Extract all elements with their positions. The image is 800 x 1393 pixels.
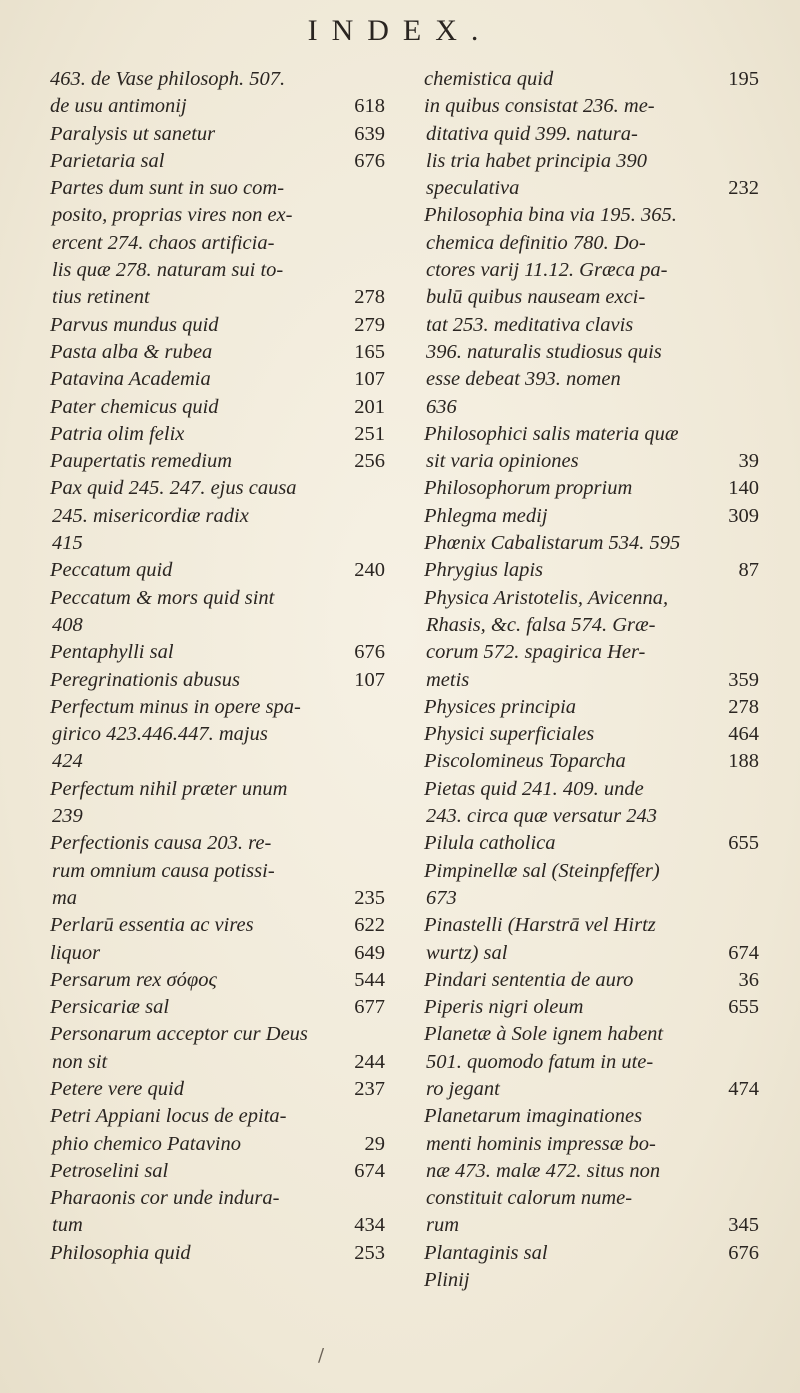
entry-text: Partes dum sunt in suo com- [50, 177, 285, 200]
entry-text: Piperis nigri oleum [424, 996, 584, 1019]
index-entry [424, 66, 759, 93]
entry-text: Peccatum & mors quid sint [50, 586, 275, 609]
page-header: INDEX. [307, 14, 493, 47]
entry-text: bulū quibus nauseam exci- [426, 286, 646, 309]
entry-text: Physici superficiales [424, 723, 595, 746]
index-entry [50, 366, 385, 393]
entry-text: 636 [426, 395, 457, 418]
index-entry [50, 776, 385, 831]
index-entry-line [424, 557, 759, 584]
index-entry-line [424, 1185, 759, 1212]
entry-text: Phœnix Cabalistarum 534. 595 [424, 532, 681, 555]
page-number: 140 [728, 477, 759, 500]
index-entry-line [424, 967, 759, 994]
index-entry [50, 830, 385, 912]
index-entry [50, 339, 385, 366]
entry-text: Pimpinellæ sal (Steinpfeffer) [424, 859, 660, 882]
index-entry-line [50, 503, 385, 530]
page-number: 309 [728, 504, 759, 527]
entry-text: Peccatum quid [50, 559, 173, 582]
index-entry [424, 858, 759, 913]
index-entry-line [424, 366, 759, 393]
entry-text: Plinij [424, 1269, 470, 1292]
index-entry-line [50, 366, 385, 393]
entry-text: lis quæ 278. naturam sui to- [52, 259, 284, 282]
entry-text: Petri Appiani locus de epita- [50, 1105, 287, 1128]
entry-text: de usu antimonij [50, 95, 187, 118]
entry-text: menti hominis impressæ bo- [426, 1132, 656, 1155]
entry-text: Paralysis ut sanetur [50, 122, 216, 145]
index-entry-line [424, 421, 759, 448]
index-entry-line [50, 66, 385, 93]
entry-text: Petere vere quid [50, 1077, 184, 1100]
index-entry-line [424, 639, 759, 666]
index-entry-line [50, 639, 385, 666]
entry-text: Plantaginis sal [424, 1241, 548, 1264]
index-entry-line [424, 940, 759, 967]
entry-text: posito, proprias vires non ex- [52, 204, 293, 227]
entry-text: constituit calorum nume- [426, 1187, 633, 1210]
entry-text: 501. quomodo fatum in ute- [426, 1050, 654, 1073]
page-number: 165 [354, 340, 385, 363]
index-entry [50, 557, 385, 584]
page-number: 655 [728, 832, 759, 855]
index-entry-line [424, 776, 759, 803]
index-entry-line [424, 503, 759, 530]
page-number: 188 [728, 750, 759, 773]
page-number: 195 [728, 68, 759, 90]
index-entry [50, 148, 385, 175]
index-entry [50, 667, 385, 694]
index-entry-line [424, 121, 759, 148]
index-entry-line [50, 803, 385, 830]
entry-text: tum [52, 1214, 83, 1237]
index-entry-line [424, 994, 759, 1021]
entry-text: Pilula catholica [424, 832, 556, 855]
index-entry [50, 1240, 385, 1267]
index-entry-line [424, 1021, 759, 1048]
index-entry [424, 830, 759, 857]
index-entry-line [424, 1076, 759, 1103]
index-entry [424, 530, 759, 557]
entry-text: Rhasis, &c. falsa 574. Græ- [426, 613, 656, 636]
index-entry-line [50, 1049, 385, 1076]
index-entry [50, 1076, 385, 1103]
entry-text: Philosophorum proprium [424, 477, 633, 500]
index-entry-line [424, 394, 759, 421]
index-entry [50, 121, 385, 148]
entry-text: ro jegant [426, 1077, 500, 1100]
index-entry [50, 912, 385, 939]
index-entry [50, 1103, 385, 1158]
index-entry [424, 585, 759, 694]
index-entry-line [424, 448, 759, 475]
index-entry [424, 503, 759, 530]
entry-text: non sit [52, 1050, 108, 1073]
index-entry-line [424, 339, 759, 366]
index-entry-line [50, 940, 385, 967]
page-number: 244 [354, 1050, 385, 1073]
index-entry-line [50, 585, 385, 612]
index-entry [424, 748, 759, 775]
page-number: 256 [354, 450, 385, 473]
entry-text: Parietaria sal [50, 149, 165, 172]
index-entry-line [424, 858, 759, 885]
index-entry-line [424, 312, 759, 339]
page-number: 240 [354, 559, 385, 582]
index-entry-line [50, 612, 385, 639]
entry-text: chemica definitio 780. Do- [426, 231, 646, 254]
entry-text: ditativa quid 399. natura- [426, 122, 638, 145]
page-number: 232 [728, 177, 759, 200]
index-entry-line [50, 202, 385, 229]
entry-text: Pentaphylli sal [50, 641, 174, 664]
index-entry-line [50, 967, 385, 994]
page-number: 622 [354, 914, 385, 937]
entry-text: 396. naturalis studiosus quis [426, 340, 662, 363]
entry-text: girico 423.446.447. majus [52, 723, 268, 746]
entry-text: Perfectum minus in opere spa- [50, 695, 301, 718]
page-number: 359 [728, 668, 759, 691]
index-entry-line [50, 93, 385, 120]
index-entry-line [424, 257, 759, 284]
index-entry-line [50, 1212, 385, 1239]
index-entry [50, 1158, 385, 1185]
index-entry [50, 639, 385, 666]
page-number: 464 [728, 723, 759, 746]
entry-text: Patria olim felix [50, 422, 185, 445]
index-entry [424, 694, 759, 721]
entry-text: Philosophia quid [50, 1241, 191, 1264]
index-entry-line [424, 667, 759, 694]
entry-text: Pinastelli (Harstrā vel Hirtz [424, 914, 656, 937]
page-number: 253 [354, 1241, 385, 1264]
index-entry [50, 967, 385, 994]
entry-text: Pindari sententia de auro [424, 968, 634, 991]
entry-text: Paupertatis remedium [50, 450, 233, 473]
entry-text: metis [426, 668, 470, 691]
index-entry-line [424, 1103, 759, 1130]
page-number: 434 [354, 1214, 385, 1237]
index-entry-line [424, 284, 759, 311]
entry-text: in quibus consistat 236. me- [424, 95, 655, 118]
entry-text: næ 473. malæ 472. situs non [426, 1159, 661, 1182]
entry-text: Perfectum nihil præter unum [50, 777, 288, 800]
page-number: 676 [728, 1241, 759, 1264]
index-entry-line [50, 312, 385, 339]
index-entry [50, 421, 385, 448]
index-entry [50, 93, 385, 120]
index-entry-line [50, 421, 385, 448]
entry-text: Pietas quid 241. 409. unde [424, 777, 644, 800]
entry-text: rum [426, 1214, 460, 1237]
index-entry [424, 1240, 759, 1267]
index-entry-line [50, 148, 385, 175]
index-entry-line [424, 721, 759, 748]
entry-text: Physices principia [424, 695, 577, 718]
index-entry-line [50, 448, 385, 475]
left-column [50, 66, 385, 1267]
entry-text: esse debeat 393. nomen [426, 368, 621, 391]
index-entry-line [424, 230, 759, 257]
index-entry [424, 557, 759, 584]
index-entry [424, 93, 759, 202]
index-entry-line [50, 994, 385, 1021]
entry-text: 239 [52, 805, 83, 828]
page-number: 39 [738, 450, 759, 473]
index-entry-line [424, 530, 759, 557]
right-column [424, 66, 759, 1294]
index-entry [50, 940, 385, 967]
index-entry-line [50, 1240, 385, 1267]
entry-text: wurtz) sal [426, 941, 508, 964]
entry-text: Petroselini sal [50, 1159, 169, 1182]
page-number: 676 [354, 641, 385, 664]
index-entry [424, 1021, 759, 1103]
entry-text: rum omnium causa potissi- [52, 859, 275, 882]
index-entry-line [50, 339, 385, 366]
index-entry [424, 912, 759, 967]
index-entry-line [50, 1103, 385, 1130]
index-entry [424, 1267, 759, 1294]
index-entry-line [424, 1049, 759, 1076]
index-entry [50, 175, 385, 311]
entry-text: Patavina Academia [50, 368, 211, 391]
index-entry-line [424, 1240, 759, 1267]
page-number: 201 [354, 395, 385, 418]
index-entry-line [50, 1021, 385, 1048]
index-entry [50, 585, 385, 640]
entry-text: 463. de Vase philosoph. 507. [50, 68, 286, 90]
index-entry-line [50, 721, 385, 748]
index-entry-line [424, 830, 759, 857]
entry-text: Planetæ à Sole ignem habent [424, 1023, 664, 1046]
index-entry-line [424, 202, 759, 229]
entry-text: ma [52, 886, 78, 909]
index-entry-line [50, 121, 385, 148]
page-number: 474 [728, 1077, 759, 1100]
index-entry [424, 1103, 759, 1239]
index-entry-line [50, 394, 385, 421]
page-number: 251 [354, 422, 385, 445]
page-number: 278 [354, 286, 385, 309]
entry-text: Physica Aristotelis, Avicenna, [424, 586, 669, 609]
index-entry-line [50, 885, 385, 912]
index-entry [424, 721, 759, 748]
index-entry-line [424, 694, 759, 721]
entry-text: tius retinent [52, 286, 150, 309]
index-entry-line [424, 148, 759, 175]
index-entry-line [50, 748, 385, 775]
page-number: 237 [354, 1077, 385, 1100]
entry-text: tat 253. meditativa clavis [426, 313, 634, 336]
index-entry-line [424, 93, 759, 120]
index-entry-line [50, 830, 385, 857]
index-entry-line [50, 175, 385, 202]
index-entry-line [50, 667, 385, 694]
entry-text: chemistica quid [424, 68, 554, 90]
entry-text: Perfectionis causa 203. re- [50, 832, 272, 855]
index-entry-line [50, 230, 385, 257]
page-number: 36 [738, 968, 759, 991]
index-entry-line [424, 1131, 759, 1158]
page-number: 345 [728, 1214, 759, 1237]
page-number: 87 [738, 559, 759, 582]
page-number: 655 [728, 996, 759, 1019]
page-number: 676 [354, 149, 385, 172]
entry-text: Pharaonis cor unde indura- [50, 1187, 280, 1210]
entry-text: 243. circa quæ versatur 243 [426, 805, 657, 828]
entry-text: Parvus mundus quid [50, 313, 219, 336]
entry-text: corum 572. spagirica Her- [426, 641, 646, 664]
entry-text: 408 [52, 613, 83, 636]
entry-text: 245. misericordiæ radix [52, 504, 249, 527]
index-entry-line [424, 66, 759, 93]
entry-text: liquor [50, 941, 101, 964]
entry-text: phio chemico Patavino [52, 1132, 242, 1155]
index-entry-line [50, 694, 385, 721]
index-entry [50, 312, 385, 339]
entry-text: ercent 274. chaos artificia- [52, 231, 275, 254]
entry-text: speculativa [426, 177, 520, 200]
index-entry-line [50, 1158, 385, 1185]
index-entry [50, 475, 385, 557]
page-number: 278 [728, 695, 759, 718]
index-entry [424, 202, 759, 420]
entry-text: 424 [52, 750, 83, 773]
page-number: 279 [354, 313, 385, 336]
index-entry-line [424, 1158, 759, 1185]
index-entry-line [424, 1212, 759, 1239]
entry-text: Peregrinationis abusus [50, 668, 241, 691]
page-number: 649 [354, 941, 385, 964]
index-entry [424, 776, 759, 831]
page-number: 107 [354, 668, 385, 691]
index-entry-line [50, 912, 385, 939]
index-entry-line [424, 612, 759, 639]
page-number: 674 [354, 1159, 385, 1182]
entry-text: Personarum acceptor cur Deus [50, 1023, 308, 1046]
entry-text: Pax quid 245. 247. ejus causa [50, 477, 297, 500]
page-number: 618 [354, 95, 385, 118]
entry-text: Perlarū essentia ac vires [50, 914, 254, 937]
index-entry-line [424, 803, 759, 830]
index-entry [50, 1021, 385, 1076]
index-entry-line [424, 585, 759, 612]
page-number: 29 [364, 1132, 385, 1155]
index-entry-line [424, 1267, 759, 1294]
entry-text: Pater chemicus quid [50, 395, 219, 418]
entry-text: 415 [52, 532, 83, 555]
index-entry [424, 994, 759, 1021]
entry-text: ctores varij 11.12. Græca pa- [426, 259, 668, 282]
index-entry-line [50, 475, 385, 502]
entry-text: Phlegma medij [424, 504, 548, 527]
index-entry [424, 967, 759, 994]
page-number: 235 [354, 886, 385, 909]
entry-text: sit varia opiniones [426, 450, 579, 473]
entry-text: Pasta alba & rubea [50, 340, 213, 363]
index-entry [50, 448, 385, 475]
index-entry-line [50, 776, 385, 803]
index-entry [50, 694, 385, 776]
entry-text: Persarum rex σόφος [50, 968, 217, 991]
index-entry [50, 66, 385, 93]
entry-text: lis tria habet principia 390 [426, 149, 647, 172]
index-entry-line [50, 530, 385, 557]
index-entry-line [50, 1185, 385, 1212]
entry-text: Piscolomineus Toparcha [424, 750, 626, 773]
page-number: 107 [354, 368, 385, 391]
entry-text: 673 [426, 886, 457, 909]
index-entry [424, 475, 759, 502]
index-entry [50, 394, 385, 421]
entry-text: Persicariæ sal [50, 996, 170, 1019]
index-entry [424, 421, 759, 476]
index-entry-line [424, 748, 759, 775]
index-entry-line [50, 858, 385, 885]
page-number: 674 [728, 941, 759, 964]
index-entry-line [50, 1131, 385, 1158]
entry-text: Philosophici salis materia quæ [424, 422, 679, 445]
index-entry-line [50, 557, 385, 584]
margin-mark: / [318, 1345, 325, 1366]
index-entry-line [50, 257, 385, 284]
page-number: 544 [354, 968, 385, 991]
index-entry [50, 994, 385, 1021]
page-number: 677 [354, 996, 385, 1019]
index-entry-line [424, 912, 759, 939]
index-entry-line [50, 284, 385, 311]
entry-text: Planetarum imaginationes [424, 1105, 643, 1128]
index-entry-line [424, 475, 759, 502]
index-entry-line [424, 175, 759, 202]
index-entry [50, 1185, 385, 1240]
index-entry-line [50, 1076, 385, 1103]
entry-text: Philosophia bina via 195. 365. [424, 204, 677, 227]
entry-text: Phrygius lapis [424, 559, 544, 582]
page-number: 639 [354, 122, 385, 145]
index-entry-line [424, 885, 759, 912]
